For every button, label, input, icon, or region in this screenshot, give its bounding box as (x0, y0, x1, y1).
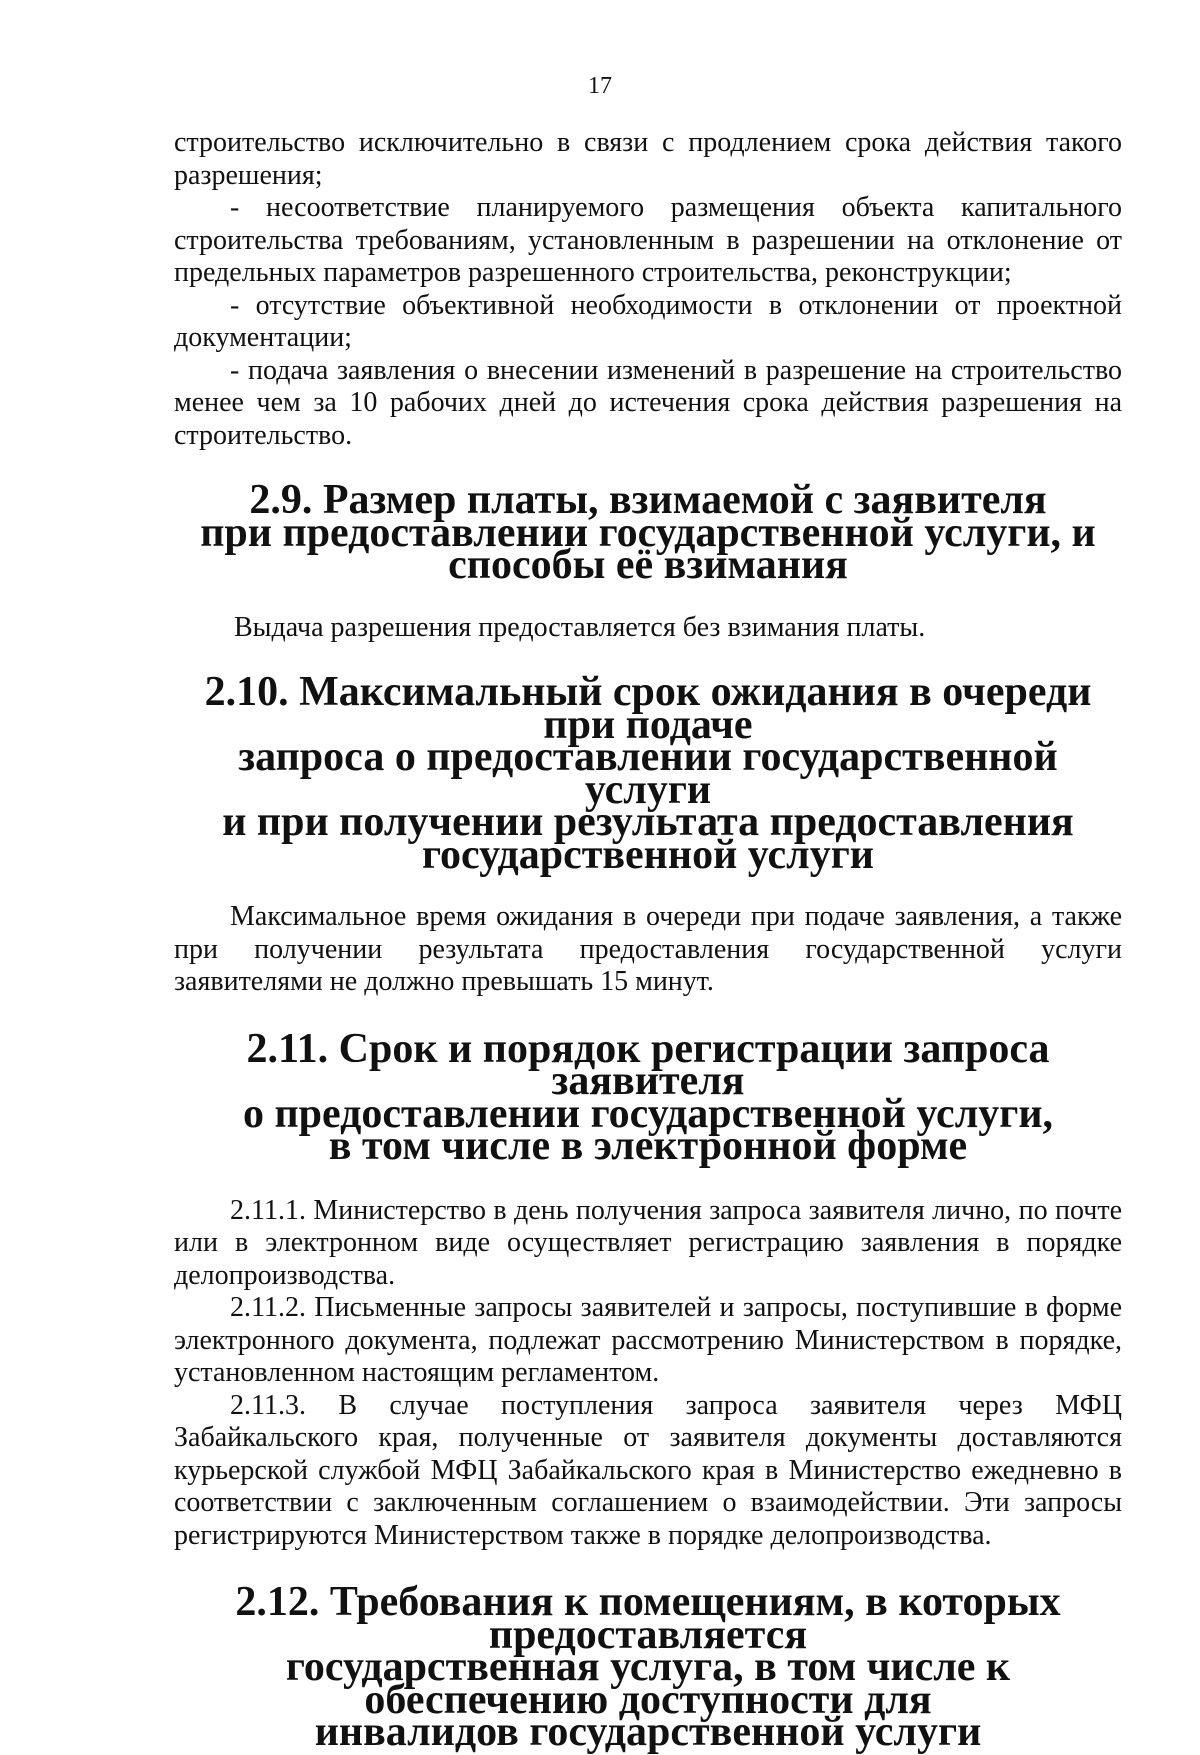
paragraph-2-10-1: Максимальное время ожидания в очереди при подаче заявления, а также при получении результата предоставления государственной услуги заявителями не должно превышать 15 минут. (174, 901, 1122, 997)
heading-line: государственная услуга, в том числе к обеспечению доступности для (285, 1644, 1011, 1723)
heading-line: при предоставлении государственной услуги, и способы её взимания (200, 509, 1096, 588)
section-heading-2-10 (174, 669, 1122, 878)
paragraph-2-9-1: Выдача разрешения предоставляется без взимания платы. (234, 611, 926, 643)
paragraph-intro-4: - подача заявления о внесении изменений в разрешение на строительство менее чем за 10 рабочих дней до истечения срока действия разрешения на строительство. (174, 354, 1122, 451)
paragraph-intro-2: - несоответствие планируемого размещения объекта капитального строительства требованиям, установленным в разрешении на отклонение от предельных параметров разрешенного строительства, реконструкции; (174, 192, 1122, 288)
paragraph-intro-1: строительство исключительно в связи с продлением срока действия такого разрешения; (174, 127, 1122, 191)
section-heading-2-11 (174, 1025, 1122, 1169)
heading-line: инвалидов государственной услуги (314, 1709, 982, 1755)
heading-line: запроса о предоставлении государственной услуги (238, 734, 1058, 813)
paragraph-2-11-1: 2.11.1. Министерство в день получения запроса заявителя лично, по почте или в электронном виде осуществляет регистрацию заявления в порядке делопроизводства. (174, 1194, 1122, 1291)
heading-line: 2.9. Размер платы, взимаемой с заявителя (249, 477, 1047, 523)
section-heading-2-12 (174, 1579, 1122, 1755)
heading-line: и при получении результата предоставления (222, 799, 1074, 845)
heading-line: 2.11. Срок и порядок регистрации запроса заявителя (246, 1025, 1050, 1104)
paragraph-intro-3: - отсутствие объективной необходимости в отклонении от проектной документации; (174, 289, 1122, 353)
section-heading-2-9 (174, 477, 1122, 588)
heading-line: 2.12. Требования к помещениям, в которых предоставляется (235, 1579, 1061, 1658)
heading-line: в том числе в электронной форме (328, 1123, 968, 1169)
page-number: 17 (588, 73, 612, 99)
paragraph-2-11-3: 2.11.3. В случае поступления запроса заявителя через МФЦ Забайкальского края, полученные от заявителя документы доставляются курьерской службой МФЦ Забайкальского края в Министерство ежедневно в соответствии с заключенным соглашением о взаимодействии. Эти запросы регистрируются Министерством также в порядке делопроизводства. (174, 1389, 1122, 1551)
heading-line: о предоставлении государственной услуги, (242, 1090, 1054, 1137)
paragraph-2-11-2: 2.11.2. Письменные запросы заявителей и запросы, поступившие в форме электронного документа, подлежат рассмотрению Министерством в порядке, установленном настоящим регламентом. (174, 1292, 1122, 1388)
heading-line: 2.10. Максимальный срок ожидания в очереди при подаче (204, 669, 1092, 748)
page-content (174, 127, 1122, 1755)
heading-line: государственной услуги (422, 831, 874, 878)
